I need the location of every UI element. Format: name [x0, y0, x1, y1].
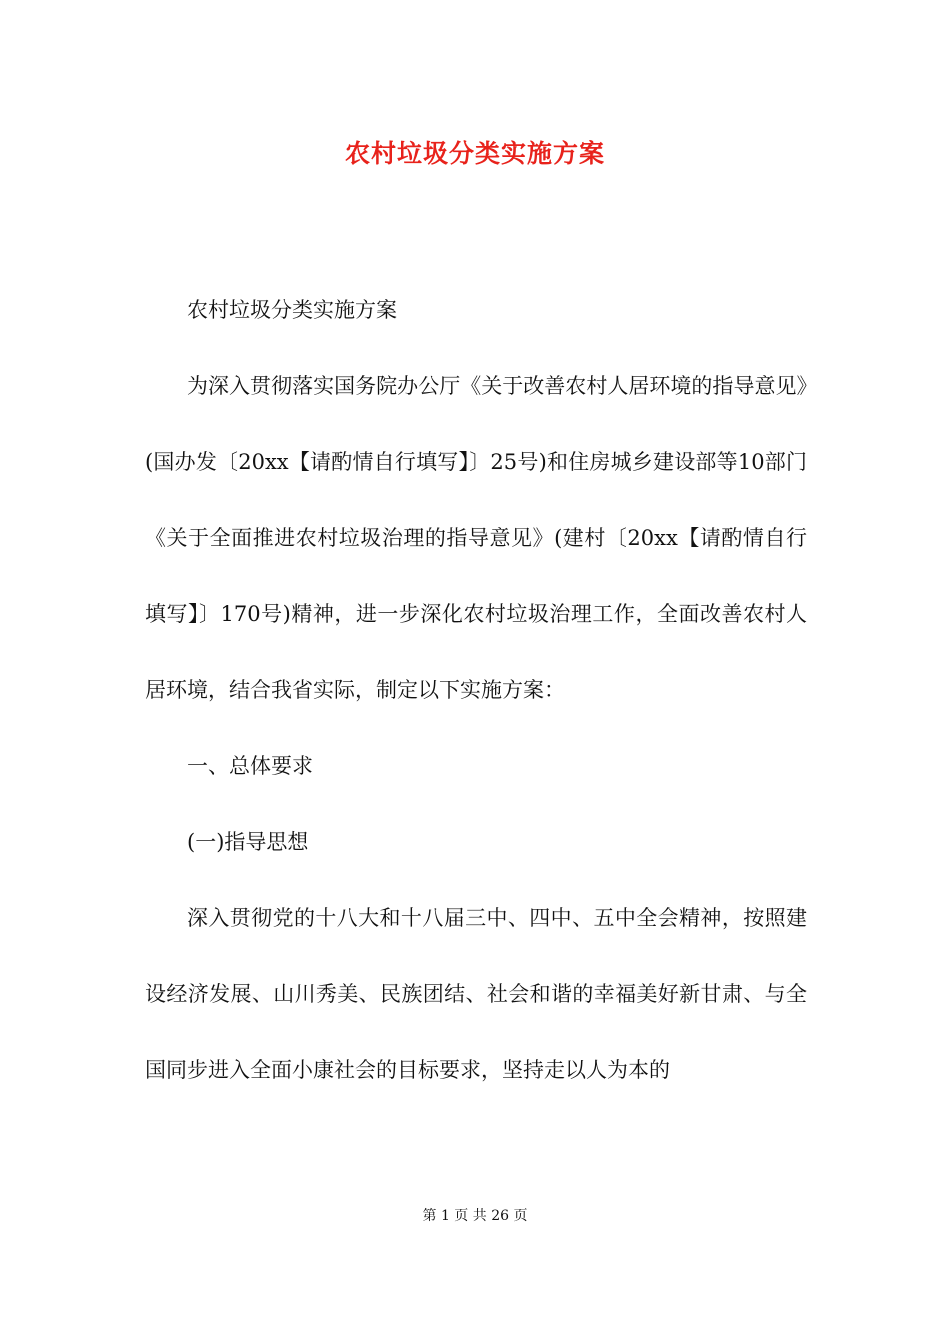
document-title: 农村垃圾分类实施方案	[344, 139, 605, 168]
subsection-heading-guiding-ideology: (一)指导思想	[187, 830, 309, 854]
document-body	[145, 272, 807, 1108]
paragraph-heading: 农村垃圾分类实施方案	[187, 298, 397, 322]
paragraph-guiding-ideology: 深入贯彻党的十八大和十八届三中、四中、五中全会精神，按照建设经济发展、山川秀美、民族团结、社会和谐的幸福美好新甘肃、与全国同步进入全面小康社会的目标要求，坚持走以人为本的	[145, 906, 807, 1082]
paragraph-intro: 为深入贯彻落实国务院办公厅《关于改善农村人居环境的指导意见》(国办发〔20xx【请酌情自行填写】〕25号)和住房城乡建设部等10部门《关于全面推进农村垃圾治理的指导意见》(建村〔20xx【请酌情自行填写】〕170号)精神，进一步深化农村垃圾治理工作，全面改善农村人居环境，结合我省实际，制定以下实施方案：	[145, 374, 807, 702]
page-number-footer: 第 1 页 共 26 页	[422, 1208, 528, 1224]
section-heading-general-requirements: 一、总体要求	[187, 754, 313, 778]
